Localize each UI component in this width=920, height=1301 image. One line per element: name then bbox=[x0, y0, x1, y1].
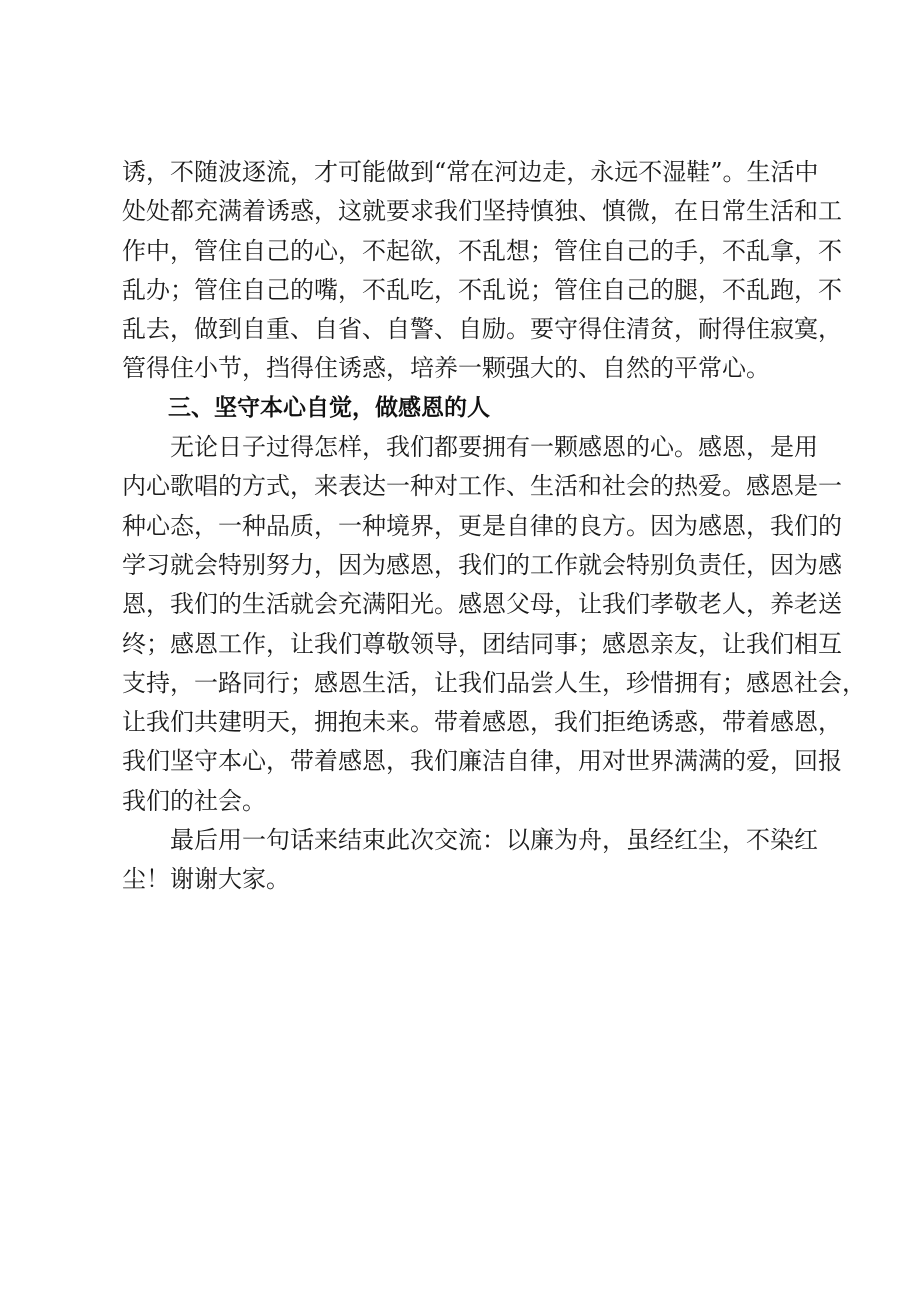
text-line: 我们的社会。 bbox=[122, 786, 266, 815]
paragraph-gratitude bbox=[122, 428, 866, 821]
text-line: 诱，不随波逐流，才可能做到“常在河边走，永远不湿鞋”。生活中 bbox=[122, 158, 819, 186]
paragraph-closing bbox=[122, 821, 818, 900]
text-line: 乱去，做到自重、自省、自警、自励。要守得住清贫，耐得住寂寞， bbox=[122, 315, 842, 344]
text-line: 我们坚守本心，带着感恩，我们廉洁自律，用对世界满满的爱，回报 bbox=[122, 747, 842, 776]
text-line: 学习就会特别努力，因为感恩，我们的工作就会特别负责任，因为感 bbox=[122, 550, 842, 579]
text-line: 作中，管住自己的心，不起欲，不乱想；管住自己的手，不乱拿，不 bbox=[122, 236, 842, 265]
text-line: 支持，一路同行；感恩生活，让我们品尝人生，珍惜拥有；感恩社会， bbox=[122, 668, 866, 697]
document-body bbox=[122, 153, 866, 900]
paragraph-continuation bbox=[122, 153, 842, 389]
text-line: 最后用一句话来结束此次交流：以廉为舟，虽经红尘，不染红 bbox=[170, 826, 818, 855]
text-line: 乱办；管住自己的嘴，不乱吃，不乱说；管住自己的腿，不乱跑，不 bbox=[122, 275, 842, 304]
text-line: 内心歌唱的方式，来表达一种对工作、生活和社会的热爱。感恩是一 bbox=[122, 472, 842, 501]
text-line: 处处都充满着诱惑，这就要求我们坚持慎独、慎微，在日常生活和工 bbox=[122, 197, 842, 226]
text-line: 管得住小节，挡得住诱惑，培养一颗强大的、自然的平常心。 bbox=[122, 354, 770, 383]
text-line: 让我们共建明天，拥抱未来。带着感恩，我们拒绝诱惑，带着感恩， bbox=[122, 708, 842, 737]
text-line: 种心态，一种品质，一种境界，更是自律的良方。因为感恩，我们的 bbox=[122, 511, 842, 540]
section-heading: 三、坚守本心自觉，做感恩的人 bbox=[168, 394, 490, 421]
text-line: 尘！谢谢大家。 bbox=[122, 865, 290, 894]
text-line: 终；感恩工作，让我们尊敬领导，团结同事；感恩亲友，让我们相互 bbox=[122, 629, 842, 658]
text-line: 无论日子过得怎样，我们都要拥有一颗感恩的心。感恩，是用 bbox=[170, 433, 818, 462]
text-line: 恩，我们的生活就会充满阳光。感恩父母，让我们孝敬老人，养老送 bbox=[122, 590, 842, 619]
